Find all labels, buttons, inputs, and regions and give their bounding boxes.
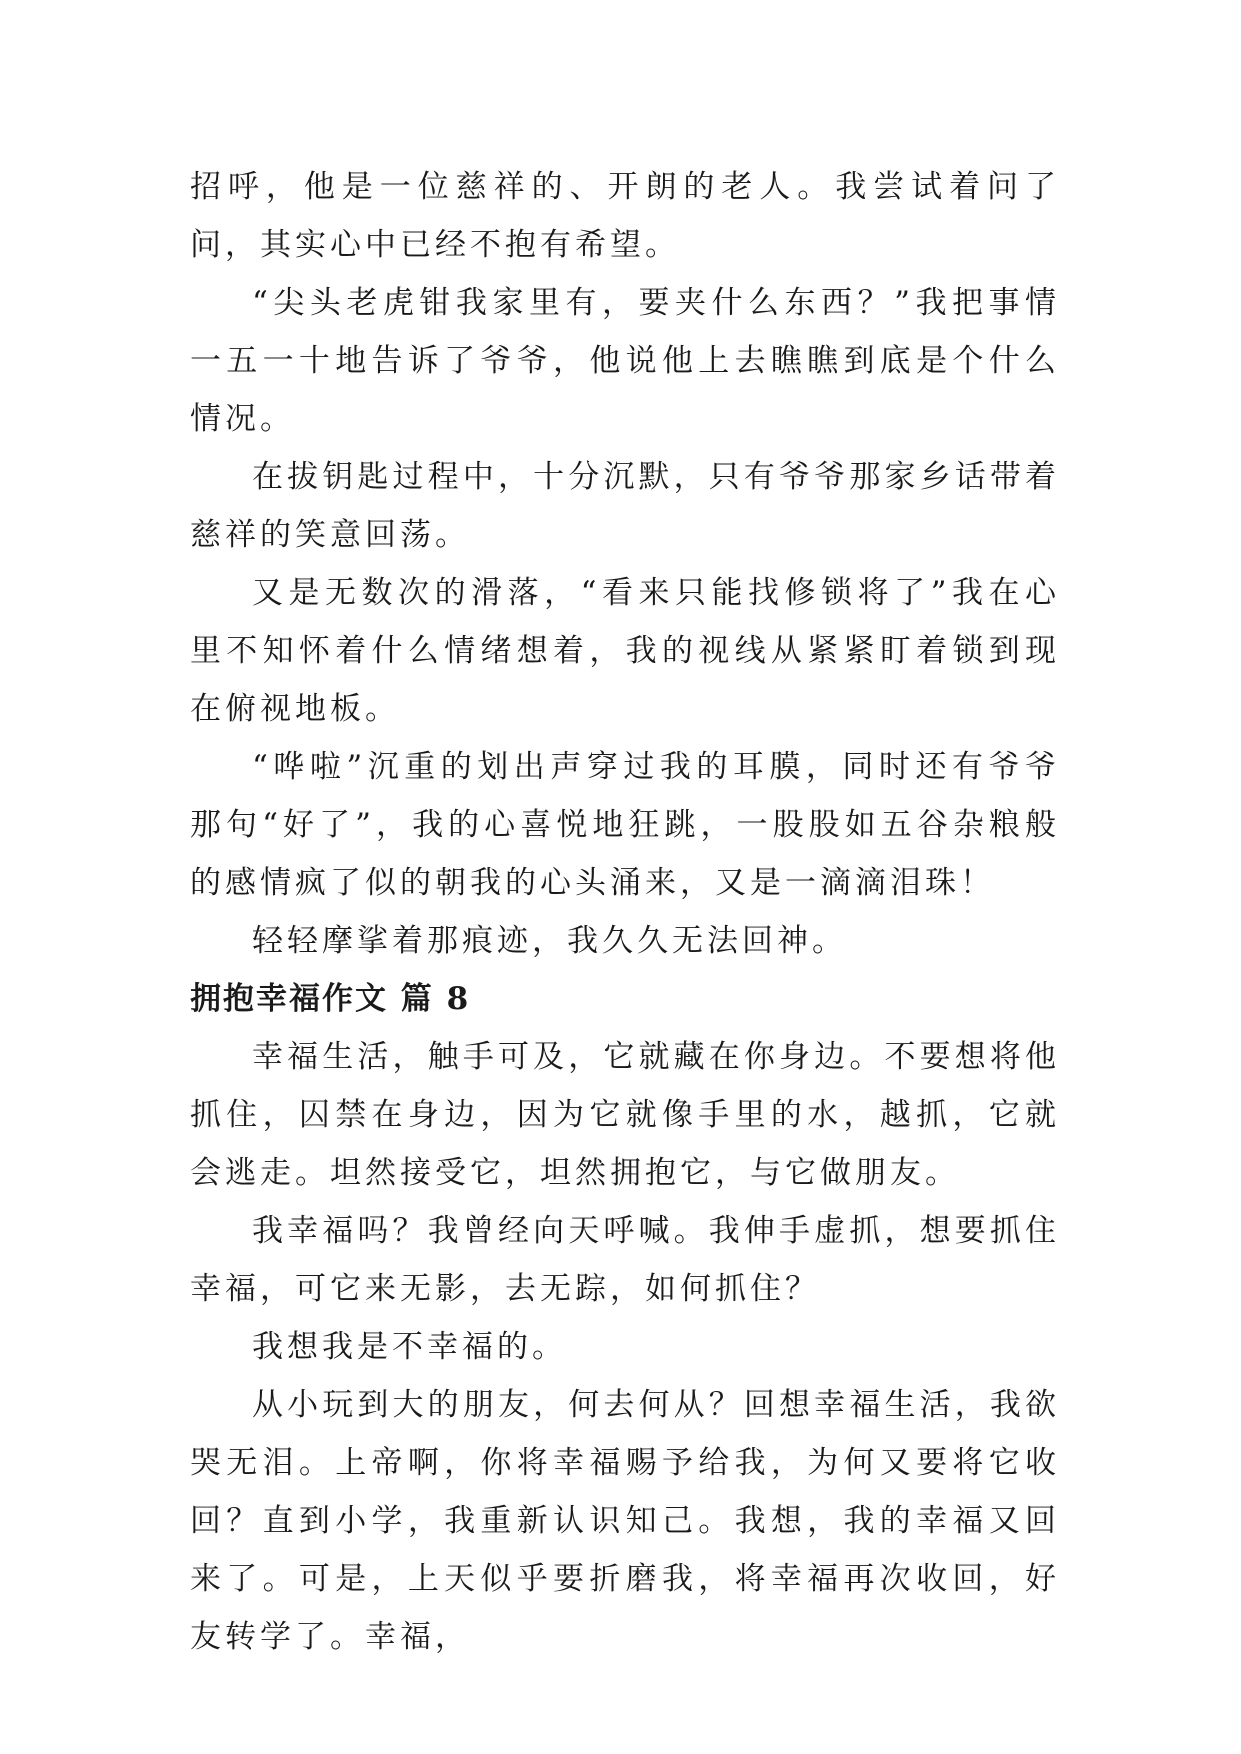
paragraph: 招呼，他是一位慈祥的、开朗的老人。我尝试着问了问，其实心中已经不抱有希望。 <box>190 169 1060 263</box>
paragraph: 轻轻摩挲着那痕迹，我久久无法回神。 <box>252 923 847 959</box>
section-heading: 拥抱幸福作文 篇 8 <box>190 981 471 1017</box>
document-page <box>190 158 1060 1666</box>
paragraph: 幸福生活，触手可及，它就藏在你身边。不要想将他抓住，囚禁在身边，因为它就像手里的水，越抓，它就会逃走。坦然接受它，坦然拥抱它，与它做朋友。 <box>190 1039 1060 1191</box>
paragraph: 我幸福吗？我曾经向天呼喊。我伸手虚抓，想要抓住幸福，可它来无影，去无踪，如何抓住？ <box>190 1213 1060 1307</box>
paragraph: “尖头老虎钳我家里有，要夹什么东西？”我把事情一五一十地告诉了爷爷，他说他上去瞧瞧到底是个什么情况。 <box>190 285 1060 437</box>
paragraph: “哗啦”沉重的划出声穿过我的耳膜，同时还有爷爷那句“好了”，我的心喜悦地狂跳，一股股如五谷杂粮般的感情疯了似的朝我的心头涌来，又是一滴滴泪珠！ <box>190 749 1060 901</box>
paragraph: 在拔钥匙过程中，十分沉默，只有爷爷那家乡话带着慈祥的笑意回荡。 <box>190 459 1060 553</box>
paragraph: 我想我是不幸福的。 <box>252 1329 567 1365</box>
paragraph: 从小玩到大的朋友，何去何从？回想幸福生活，我欲哭无泪。上帝啊，你将幸福赐予给我，为何又要将它收回？直到小学，我重新认识知己。我想，我的幸福又回来了。可是，上天似乎要折磨我，将幸福再次收回，好友转学了。幸福， <box>190 1387 1060 1655</box>
paragraph: 又是无数次的滑落，“看来只能找修锁将了”我在心里不知怀着什么情绪想着，我的视线从紧紧盯着锁到现在俯视地板。 <box>190 575 1060 727</box>
